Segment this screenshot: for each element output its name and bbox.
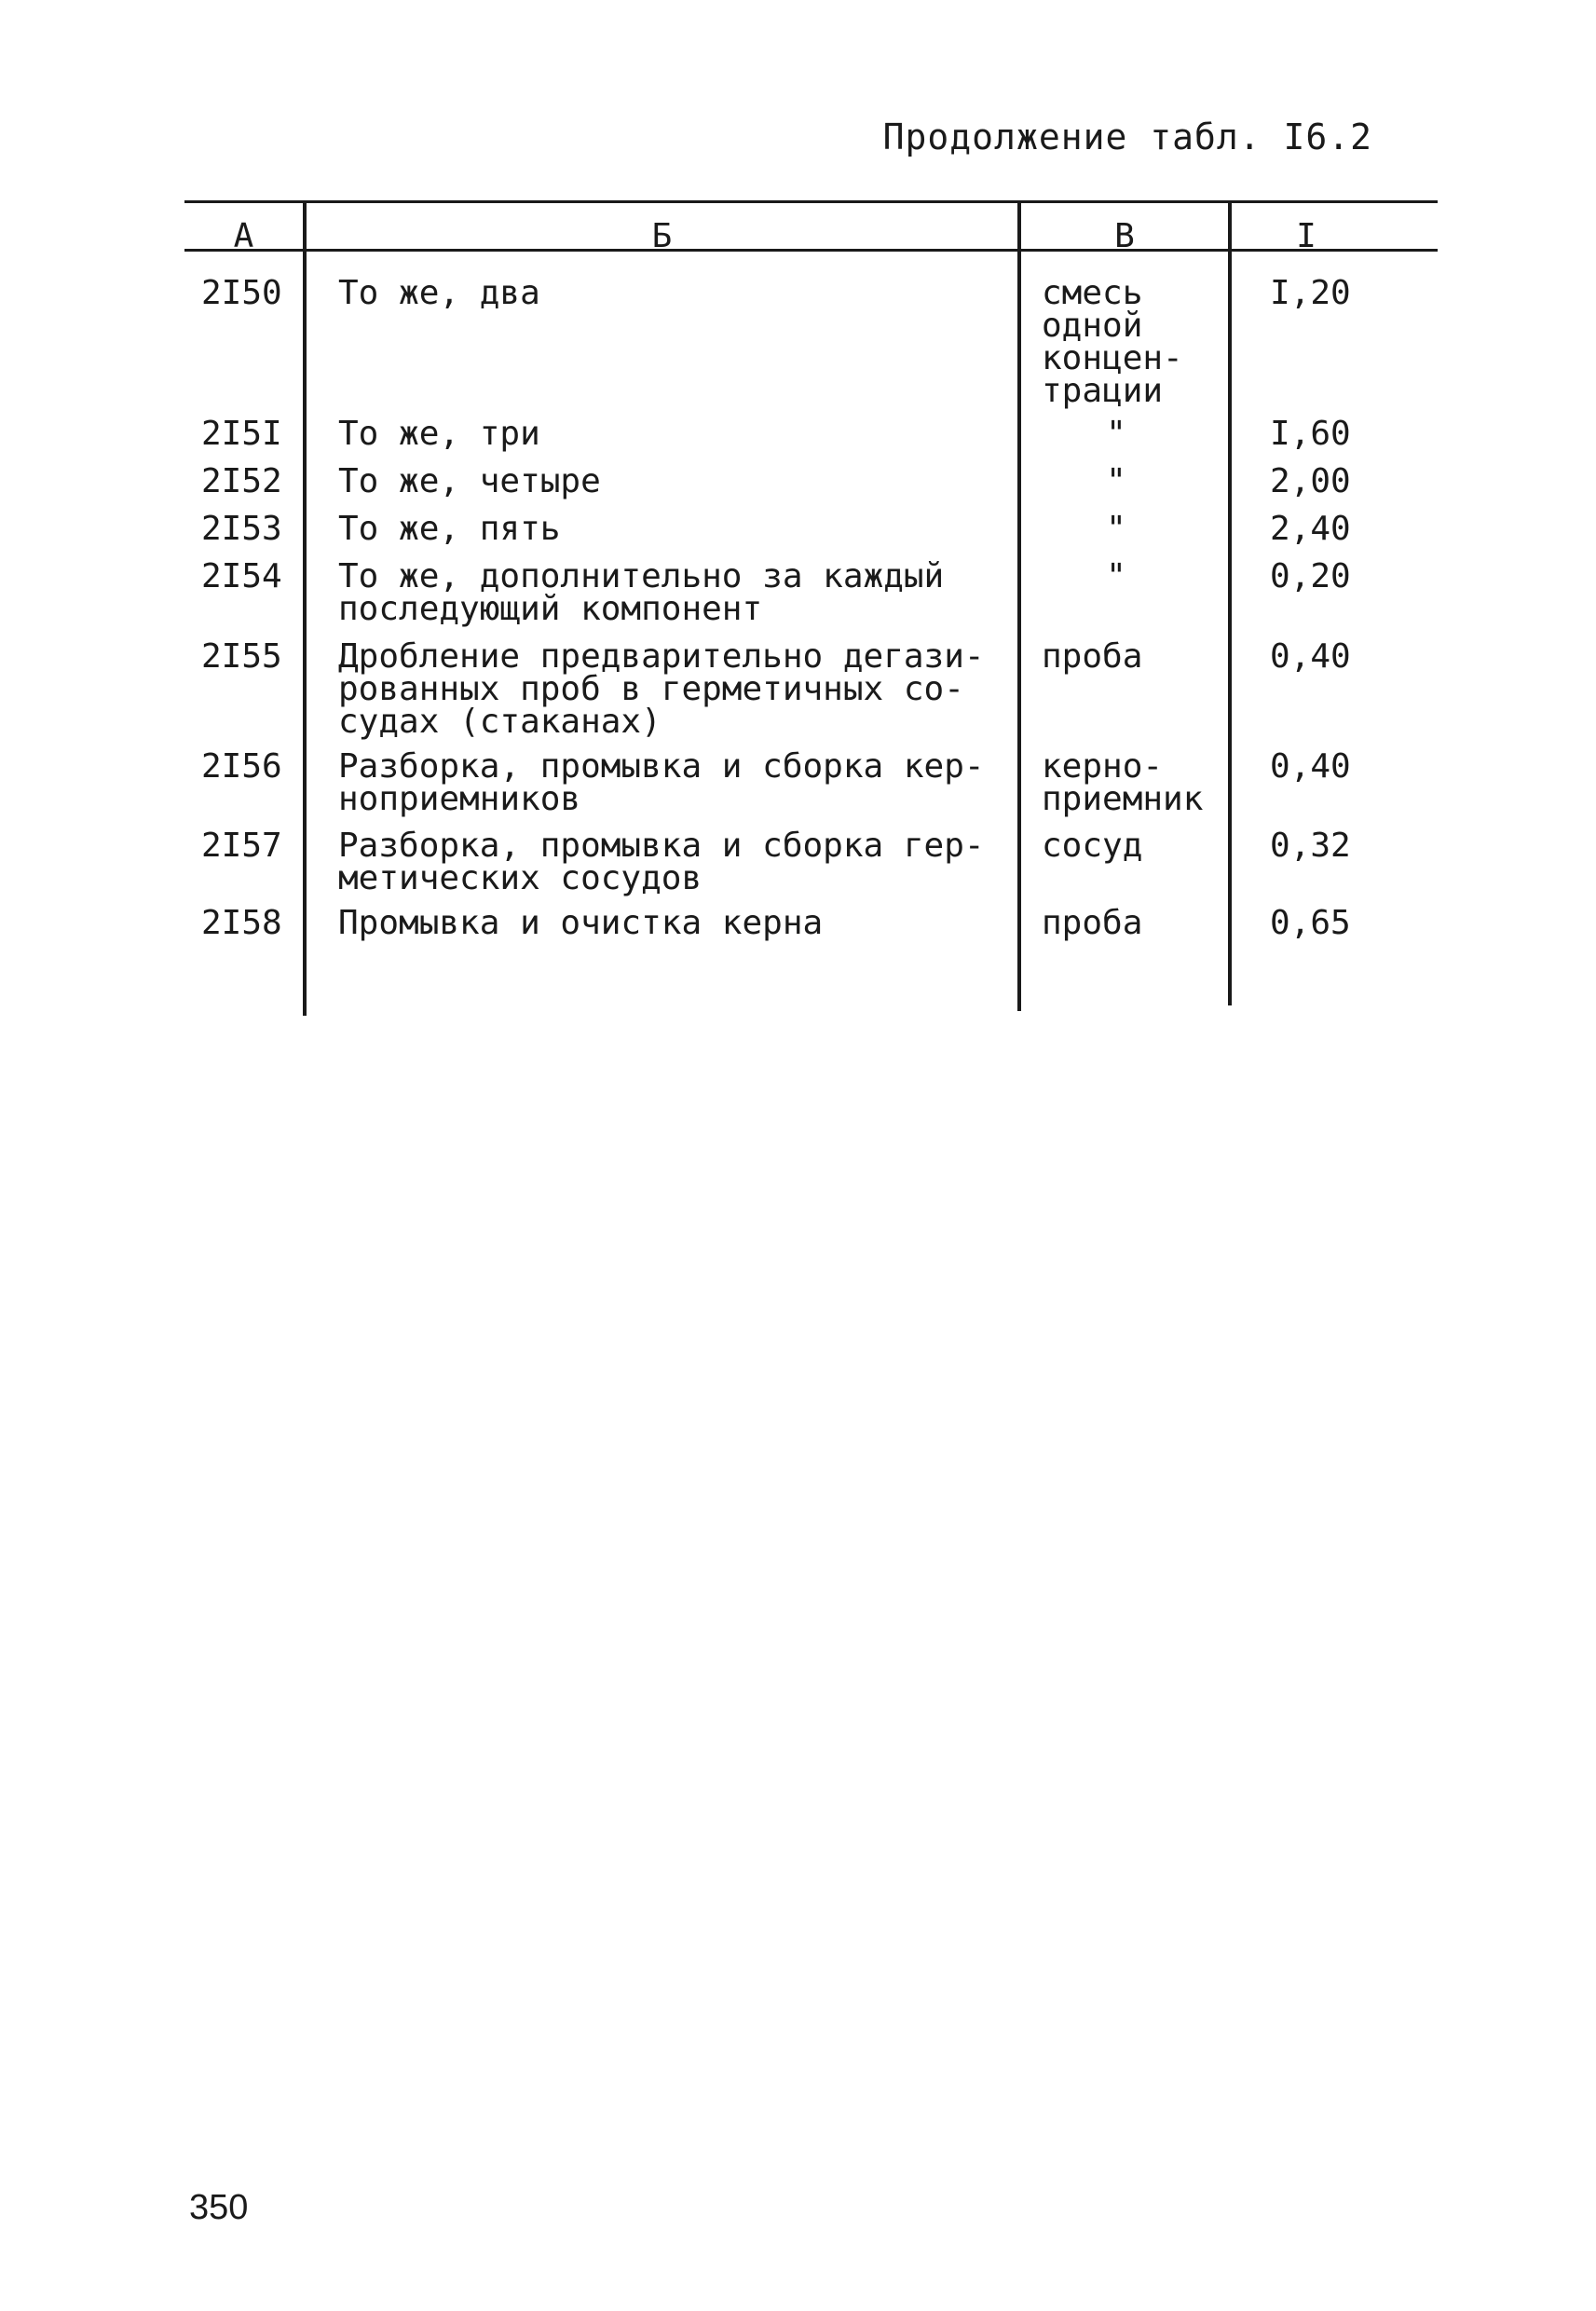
table-top-rule [184, 200, 1438, 203]
row-unit: проба [1042, 904, 1143, 942]
row-name: Промывка и очистка керна [338, 904, 824, 942]
row-code: 2I58 [201, 904, 282, 942]
row-unit: " [1106, 462, 1126, 500]
row-value: 0,20 [1270, 557, 1351, 595]
row-code: 2I50 [201, 274, 282, 312]
page-number: 350 [189, 2188, 249, 2227]
row-code: 2I52 [201, 462, 282, 500]
row-unit: смесь одной концен- трации [1042, 274, 1183, 410]
row-name: То же, три [338, 415, 540, 453]
row-unit: " [1106, 557, 1126, 595]
row-value: 2,00 [1270, 462, 1351, 500]
row-value: 0,65 [1270, 904, 1351, 942]
row-name: Разборка, промывка и сборка кер- ноприемников [338, 747, 985, 818]
row-name: То же, четыре [338, 462, 601, 500]
column-divider-a-b [303, 202, 307, 1016]
row-value: I,20 [1270, 274, 1351, 312]
row-code: 2I54 [201, 557, 282, 595]
row-code: 2I55 [201, 637, 282, 676]
row-unit: сосуд [1042, 827, 1143, 865]
row-code: 2I56 [201, 747, 282, 786]
row-name: То же, дополнительно за каждый последующий компонент [338, 557, 945, 628]
row-name: То же, два [338, 274, 540, 312]
row-value: 0,40 [1270, 747, 1351, 786]
table-caption: Продолжение табл. I6.2 [882, 116, 1372, 157]
row-value: 2,40 [1270, 510, 1351, 548]
norms-table [184, 200, 1438, 1014]
row-code: 2I53 [201, 510, 282, 548]
row-unit: керно- приемник [1042, 747, 1204, 818]
row-name: То же, пять [338, 510, 561, 548]
row-code: 2I57 [201, 827, 282, 865]
row-name: Разборка, промывка и сборка гер- метических сосудов [338, 827, 985, 897]
row-unit: " [1106, 415, 1126, 453]
row-name: Дробление предварительно дегази- рованных проб в герметичных со- судах (стаканах) [338, 637, 985, 741]
header-col-a: А [233, 217, 254, 255]
header-col-b: Б [651, 217, 673, 255]
header-col-i: I [1296, 217, 1316, 255]
row-value: 0,40 [1270, 637, 1351, 676]
row-unit: " [1106, 510, 1126, 548]
row-unit: проба [1042, 637, 1143, 676]
row-value: I,60 [1270, 415, 1351, 453]
row-code: 2I5I [201, 415, 282, 453]
header-col-v: В [1114, 217, 1135, 255]
row-value: 0,32 [1270, 827, 1351, 865]
